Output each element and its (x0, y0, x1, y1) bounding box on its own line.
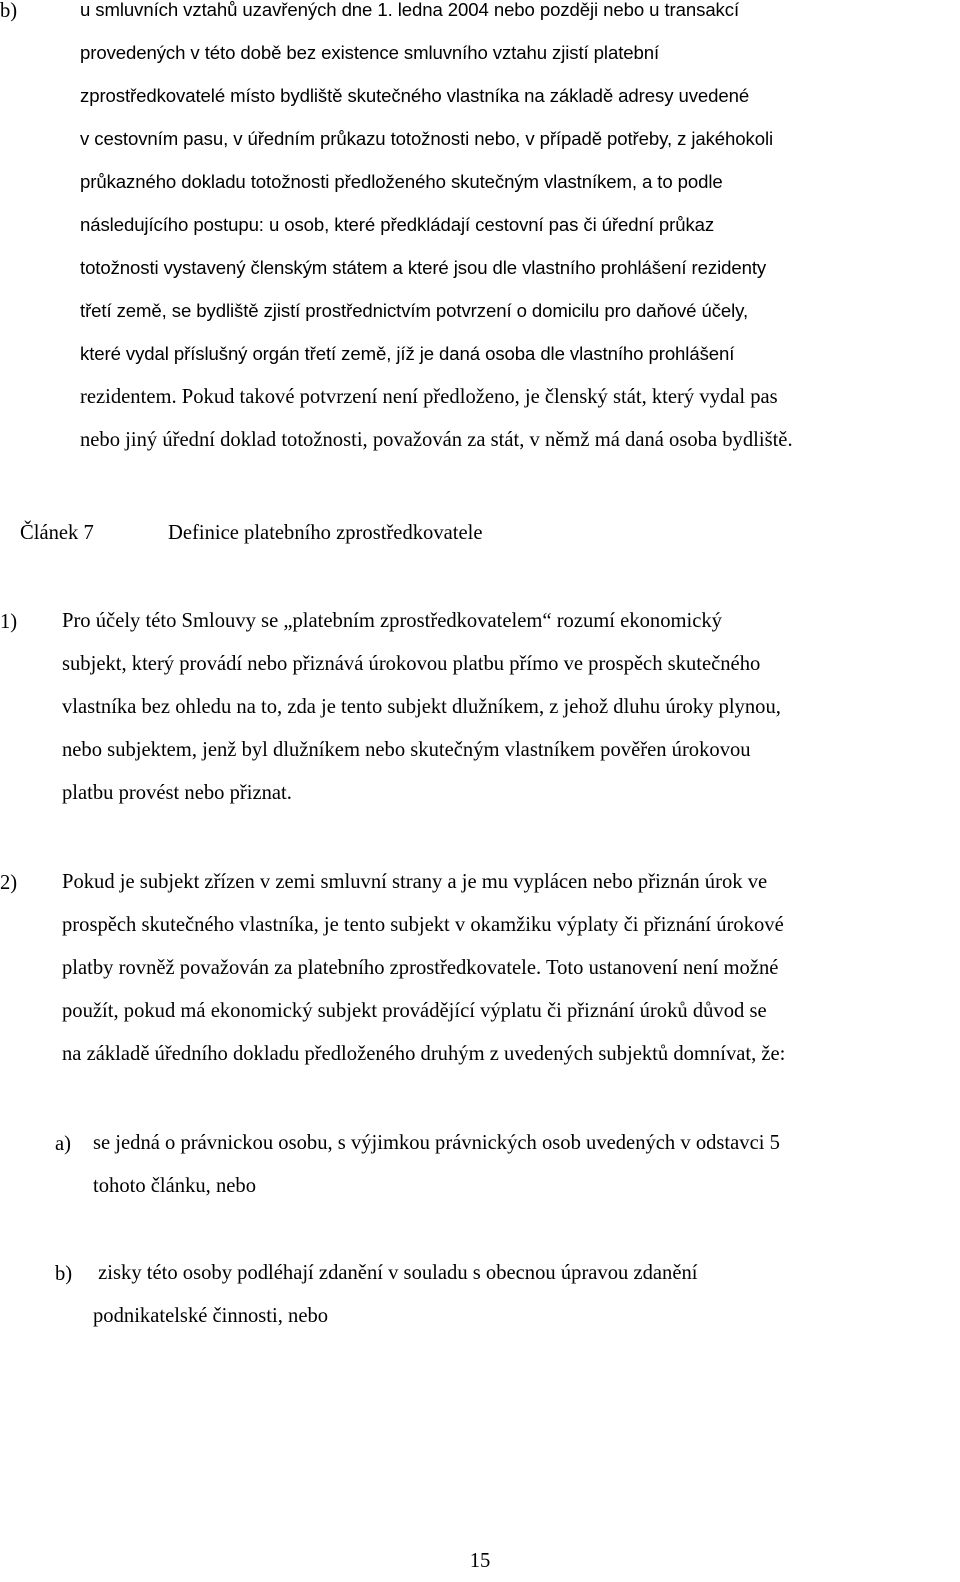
sub-b-line-2: podnikatelské činnosti, nebo (93, 1305, 329, 1327)
para-1-marker: 1) (0, 611, 18, 633)
sub-a-marker: a) (55, 1133, 71, 1155)
item-b-line-10: rezidentem. Pokud takové potvrzení není předloženo, je členský stát, který vydal pas (80, 386, 778, 408)
item-b-line-4: v cestovním pasu, v úředním průkazu totožnosti nebo, v případě potřeby, z jakéhokoli (80, 128, 774, 149)
item-b-line-9: které vydal příslušný orgán třetí země, jíž je daná osoba dle vlastního prohlášení (80, 343, 735, 364)
para-2-line-5: na základě úředního dokladu předloženého druhým z uvedených subjektů domnívat, že: (62, 1043, 786, 1065)
para-2-marker: 2) (0, 872, 18, 894)
para-1-line-4: nebo subjektem, jenž byl dlužníkem nebo skutečným vlastníkem pověřen úrokovou (62, 739, 751, 761)
sub-b-marker: b) (55, 1263, 73, 1285)
para-2-line-4: použít, pokud má ekonomický subjekt provádějící výplatu či přiznání úroků důvod se (62, 1000, 767, 1022)
para-2-line-1: Pokud je subjekt zřízen v zemi smluvní strany a je mu vyplácen nebo přiznán úrok ve (62, 871, 768, 893)
para-2-line-3: platby rovněž považován za platebního zprostředkovatele. Toto ustanovení není možné (62, 957, 779, 979)
item-b-marker: b) (0, 0, 18, 22)
page-number: 15 (469, 1550, 491, 1572)
article-title: Definice platebního zprostředkovatele (168, 522, 483, 544)
para-1-line-2: subjekt, který provádí nebo přiznává úrokovou platbu přímo ve prospěch skutečného (62, 653, 761, 675)
item-b-line-2: provedených v této době bez existence smluvního vztahu zjistí platební (80, 42, 660, 63)
para-1-line-3: vlastníka bez ohledu na to, zda je tento subjekt dlužníkem, z jehož dluhu úroky plynou, (62, 696, 781, 718)
item-b-line-5: průkazného dokladu totožnosti předloženého skutečným vlastníkem, a to podle (80, 171, 723, 192)
para-2-line-2: prospěch skutečného vlastníka, je tento subjekt v okamžiku výplaty či přiznání úrokové (62, 914, 784, 936)
sub-a-line-2: tohoto článku, nebo (93, 1175, 257, 1197)
item-b-line-7: totožnosti vystavený členským státem a které jsou dle vlastního prohlášení rezidenty (80, 257, 767, 278)
sub-a-line-1: se jedná o právnickou osobu, s výjimkou právnických osob uvedených v odstavci 5 (93, 1132, 780, 1154)
item-b-line-6: následujícího postupu: u osob, které předkládají cestovní pas či úřední průkaz (80, 214, 715, 235)
article-number: Článek 7 (20, 522, 94, 544)
sub-b-line-1: zisky této osoby podléhají zdanění v souladu s obecnou úpravou zdanění (93, 1262, 698, 1284)
para-1-line-1: Pro účely této Smlouvy se „platebním zprostředkovatelem“ rozumí ekonomický (62, 610, 722, 632)
item-b-line-8: třetí země, se bydliště zjistí prostřednictvím potvrzení o domicilu pro daňové účely, (80, 300, 749, 321)
item-b-line-11: nebo jiný úřední doklad totožnosti, považován za stát, v němž má daná osoba bydliště. (80, 429, 793, 451)
para-1-line-5: platbu provést nebo přiznat. (62, 782, 292, 804)
item-b-line-1: u smluvních vztahů uzavřených dne 1. ledna 2004 nebo později nebo u transakcí (80, 0, 740, 20)
item-b-line-3: zprostředkovatelé místo bydliště skutečného vlastníka na základě adresy uvedené (80, 85, 750, 106)
